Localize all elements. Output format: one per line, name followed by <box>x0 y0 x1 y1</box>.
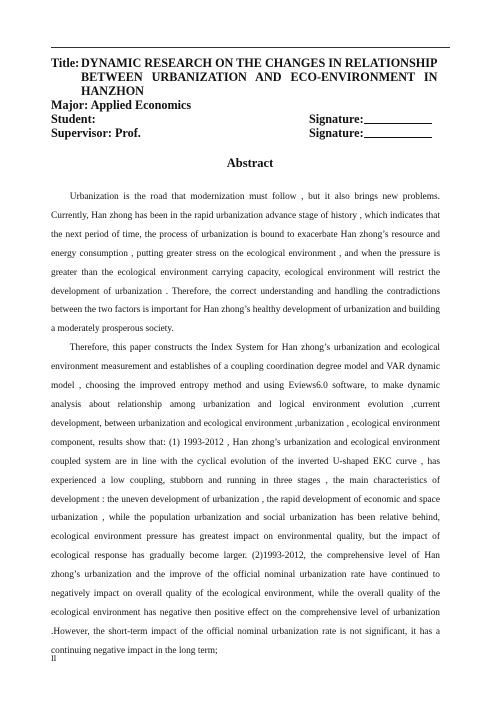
supervisor-label: Supervisor: Prof. <box>51 126 141 140</box>
student-signature-label: Signature: <box>309 112 364 126</box>
student-signature-line <box>364 112 432 124</box>
major-line: Major: Applied Economics <box>51 98 192 112</box>
abstract-paragraph-2: Therefore, this paper constructs the Index System for Han zhong’s urbanization and ecological environment measurement and establishes of a coupling coordination degree model and VAR dynamic model , choosing the improved entropy method and using Eviews6.0 software, to make dynamic analysis about relationship among urbanization and logical environment evolution ,current development, between urbanization and ecological environment ,urbanization , ecological environment component, results show that: (1) 1993-2012 , Han zhong’s urbanization and ecological environment coupled system are in line with the cyclical evolution of the inverted U-shaped EKC curve , has experienced a low coupling, stubborn and running in three stages , the main characteristics of development : the uneven development of urbanization , the rapid development of economic and space urbanization , while the population urbanization and social urbanization has been relative behind, ecological environment pressure has greatest impact on environmental quality, but the impact of ecological response has gradually become larger. (2)1993-2012, the comprehensive level of Han zhong’s urbanization and the improve of the official nominal urbanization rate have continued to negatively impact on overall quality of the ecological environment, while the overall quality of the ecological environment has negative then positive effect on the comprehensive level of urbanization .However, the short-term impact of the official nominal urbanization rate is not significant, it has a continuing negative impact in the long term; <box>51 343 440 656</box>
page-number: II <box>51 654 57 663</box>
title-text-group <box>81 56 437 98</box>
title-line-2: BETWEEN URBANIZATION AND ECO-ENVIRONMENT IN <box>81 70 438 84</box>
supervisor-signature-label: Signature: <box>309 126 364 140</box>
title-label: Title: <box>51 56 80 70</box>
header-rule <box>51 47 450 48</box>
student-row <box>51 112 451 126</box>
abstract-paragraph-1: Urbanization is the road that modernization must follow , but it also brings new problems. Currently, Han zhong has been in the rapid urbanization advance stage of history , which indicates that the next period of time, the process of urbanization is bound to exacerbate Han zhong’s resource and energy consumption , putting greater stress on the ecological environment , and when the pressure is greater than the ecological environment carrying capacity, ecological environment will restrict the development of urbanization . Therefore, the correct understanding and handling the contradictions between the two factors is important for Han zhong’s healthy development of urbanization and building a moderately prosperous society. <box>51 192 440 335</box>
student-label: Student: <box>51 112 96 126</box>
abstract-heading: Abstract <box>226 156 274 170</box>
title-line-3: HANZHON <box>81 84 144 98</box>
thesis-info-block <box>51 56 451 140</box>
supervisor-row <box>51 126 451 140</box>
title-row <box>51 56 451 98</box>
abstract-body <box>51 188 440 661</box>
supervisor-signature-line <box>364 126 432 138</box>
title-line-1: DYNAMIC RESEARCH ON THE CHANGES IN RELATIONSHIP <box>81 56 438 70</box>
